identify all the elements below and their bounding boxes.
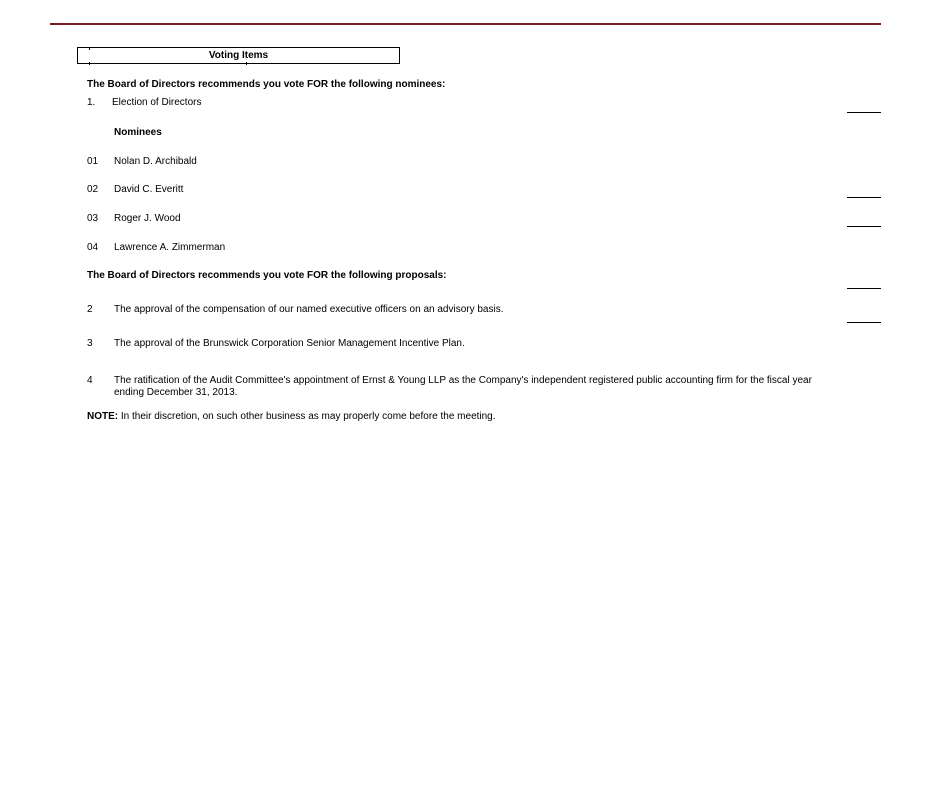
proposal-text: The approval of the compensation of our named executive officers on an advisory basis. [114, 304, 504, 315]
nominee-number: 02 [87, 184, 99, 195]
nominee-number: 01 [87, 156, 99, 167]
nominee-name: Roger J. Wood [114, 213, 181, 224]
election-label: Election of Directors [112, 97, 202, 108]
note-text: In their discretion, on such other business as may properly come before the meeting. [118, 411, 496, 422]
nominee-number: 03 [87, 213, 99, 224]
vote-blank-line[interactable] [847, 112, 881, 113]
voting-items-title: Voting Items [77, 47, 400, 64]
proposal-text: The approval of the Brunswick Corporation Senior Management Incentive Plan. [114, 338, 465, 349]
nominee-name: Nolan D. Archibald [114, 156, 197, 167]
proposal-number: 3 [87, 338, 93, 349]
vote-blank-line[interactable] [847, 288, 881, 289]
proposal-number: 2 [87, 304, 93, 315]
nominee-name: David C. Everitt [114, 184, 184, 195]
header-rule [50, 23, 881, 25]
nominee-number: 04 [87, 242, 99, 253]
election-number: 1. [87, 97, 96, 108]
note-label: NOTE: [87, 411, 119, 422]
vote-blank-line[interactable] [847, 322, 881, 323]
vote-blank-line[interactable] [847, 226, 881, 227]
nominees-recommendation-heading: The Board of Directors recommends you vote FOR the following nominees: [87, 79, 446, 90]
proposals-recommendation-heading: The Board of Directors recommends you vote FOR the following proposals: [87, 270, 447, 281]
nominees-heading: Nominees [114, 127, 162, 138]
box-tick [89, 62, 90, 65]
nominee-name: Lawrence A. Zimmerman [114, 242, 226, 253]
box-tick [89, 47, 90, 50]
vote-blank-line[interactable] [847, 197, 881, 198]
proposal-number: 4 [87, 375, 93, 386]
box-tick [246, 62, 247, 65]
note-line [87, 411, 496, 423]
proposal-text: The ratification of the Audit Committee's appointment of Ernst & Young LLP as the Company's independent registered public accounting firm for the fiscal year ending December 31, 2013. [114, 375, 812, 398]
